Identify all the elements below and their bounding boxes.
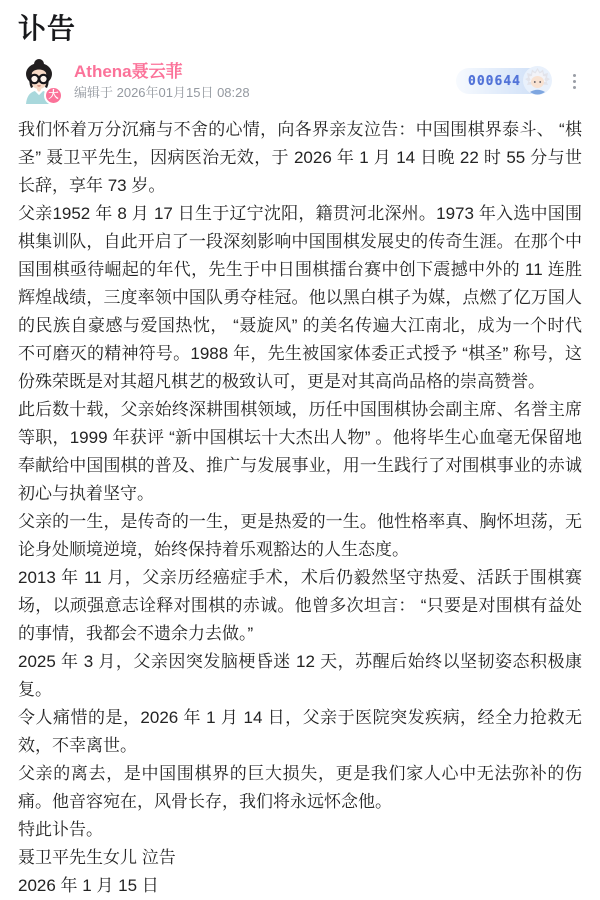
- paragraph: 2025 年 3 月，父亲因突发脑梗昏迷 12 天，苏醒后始终以坚韧姿态积极康复。: [18, 652, 582, 699]
- kebab-dot: [573, 80, 576, 83]
- paragraph: 父亲的离去，是中国围棋界的巨大损失，更是我们家人心中无法弥补的伤痛。他音容宛在，风骨长存，我们将永远怀念他。: [18, 764, 582, 811]
- more-options-button[interactable]: [569, 70, 580, 93]
- author-info: [74, 62, 250, 100]
- author-name-link[interactable]: Athena聂云菲: [74, 62, 183, 81]
- paragraph: 我们怀着万分沉痛与不舍的心情，向各界亲友泣告：中国围棋界泰斗、 “棋圣” 聂卫平先生，因病医治无效，于 2026 年 1 月 14 日晚 22 时 55 分与世长辞，享年 73 岁。: [18, 120, 582, 195]
- author-avatar[interactable]: [18, 58, 60, 104]
- vip-badge-icon: 大: [44, 86, 63, 105]
- paragraph: 父亲的一生，是传奇的一生，更是热爱的一生。他性格率真、胸怀坦荡，无论身处顺境逆境，始终保持着乐观豁达的人生态度。: [18, 512, 582, 559]
- paragraph: 父亲1952 年 8 月 17 日生于辽宁沈阳，籍贯河北深州。1973 年入选中国围棋集训队，自此开启了一段深刻影响中国围棋发展史的传奇生涯。在那个中国围棋亟待崛起的年代，先生于中日围棋擂台赛中创下震撼中外的 11 连胜辉煌战绩，三度率领中国队勇夺桂冠。他以黑白棋子为媒，点燃了亿万国人的民族自豪感与爱国热忱， “聂旋风” 的美名传遍大江南北，成为一个时代不可磨灭的精神符号。1988 年，先生被国家体委正式授予 “棋圣” 称号，这份殊荣既是对其超凡棋艺的极致认可，更是对其高尚品格的崇高赞誉。: [18, 204, 582, 391]
- kebab-dot: [573, 86, 576, 89]
- signature: 聂卫平先生女儿 泣告: [18, 848, 176, 867]
- edit-timestamp: 编辑于 2026年01月15日 08:28: [74, 85, 250, 100]
- paragraph: 特此讣告。: [18, 820, 103, 839]
- paragraph: 此后数十载，父亲始终深耕围棋领域，历任中国围棋协会副主席、名誉主席等职，1999 年获评 “新中国棋坛十大杰出人物” 。他将毕生心血毫无保留地奉献给中国围棋的普及、推广与发展事业，用一生践行了对围棋事业的赤诚初心与执着坚守。: [18, 400, 582, 503]
- pendant-avatar-icon: [522, 65, 553, 96]
- signature-date: 2026 年 1 月 15 日: [18, 876, 159, 895]
- views-counter-pendant[interactable]: [456, 68, 551, 94]
- obituary-body: [18, 116, 582, 900]
- post-header: [18, 58, 582, 104]
- paragraph: 令人痛惜的是，2026 年 1 月 14 日，父亲于医院突发疾病，经全力抢救无效，不幸离世。: [18, 708, 582, 755]
- paragraph: 2013 年 11 月，父亲历经癌症手术，术后仍毅然坚守热爱、活跃于围棋赛场，以顽强意志诠释对围棋的赤诚。他曾多次坦言： “只要是对围棋有益处的事情，我都会不遗余力去做。”: [18, 568, 582, 643]
- page-title: 讣告: [18, 13, 77, 44]
- kebab-dot: [573, 74, 576, 77]
- views-counter-value: 000644: [468, 73, 521, 89]
